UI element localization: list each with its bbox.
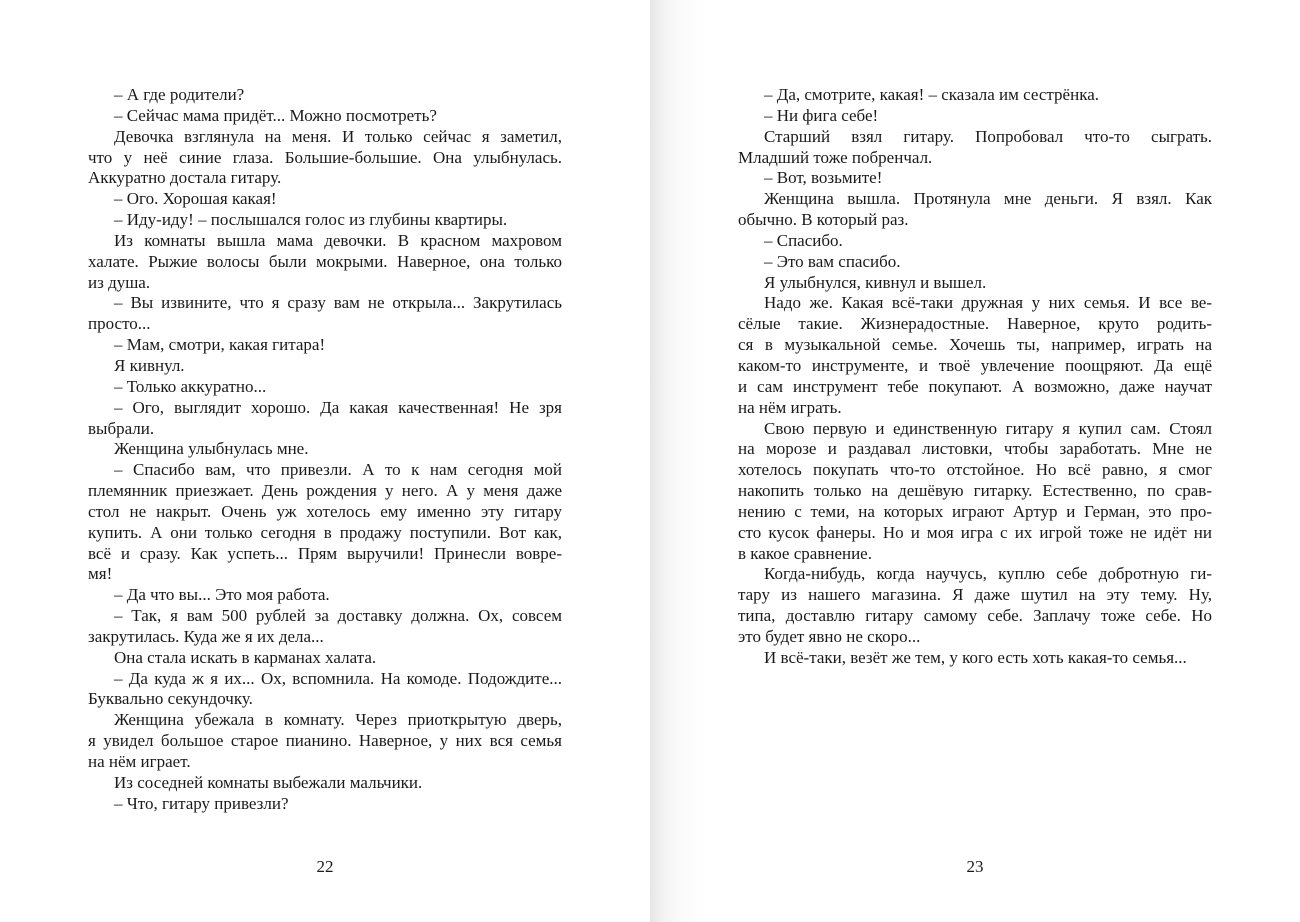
paragraph xyxy=(738,419,1212,565)
text-line: – Да куда ж я их... Ох, вспомнила. На комоде. Подождите... xyxy=(114,668,562,688)
text-line: на нём играть. xyxy=(738,397,842,417)
text-line: Девочка взглянула на меня. И только сейчас я заметил, xyxy=(114,126,562,146)
paragraph xyxy=(738,648,1212,669)
paragraph xyxy=(88,356,562,377)
paragraph xyxy=(88,189,562,210)
paragraph xyxy=(88,794,562,815)
text-line: Женщина вышла. Протянула мне деньги. Я взял. Как xyxy=(764,189,1212,209)
text-line: Она стала искать в карманах халата. xyxy=(114,647,377,667)
paragraph xyxy=(88,648,562,669)
text-line: – Мам, смотри, какая гитара! xyxy=(114,335,326,355)
text-line: – Вот, возьмите! xyxy=(764,168,883,188)
text-line: Женщина убежала в комнату. Через приоткрытую дверь, xyxy=(114,710,562,730)
paragraph xyxy=(88,585,562,606)
text-line: выбрали. xyxy=(88,418,155,438)
text-line: обычно. В который раз. xyxy=(738,210,909,230)
text-line: – Иду-иду! – послышался голос из глубины квартиры. xyxy=(114,210,508,230)
paragraph xyxy=(738,168,1212,189)
text-line: – Так, я вам 500 рублей за доставку должна. Ох, совсем xyxy=(114,606,562,626)
text-line: ся в музыкальной семье. Хочешь ты, например, играть на xyxy=(738,335,1212,355)
text-line: – Ого, выглядит хорошо. Да какая качественная! Не зря xyxy=(114,397,562,417)
text-line: Аккуратно достала гитару. xyxy=(88,168,282,188)
text-line: Женщина улыбнулась мне. xyxy=(114,439,309,459)
text-line: на морозе и раздавал листовки, чтобы заработать. Мне не xyxy=(738,439,1212,459)
paragraph xyxy=(738,231,1212,252)
text-line: мя! xyxy=(88,564,113,584)
text-line: – Это вам спасибо. xyxy=(764,251,901,271)
text-line: каком-то инструменте, и твоё увлечение поощряют. Да ещё xyxy=(738,355,1212,375)
text-line: – Спасибо. xyxy=(764,230,843,250)
text-line: халате. Рыжие волосы были мокрыми. Наверное, она только xyxy=(88,251,562,271)
paragraph xyxy=(88,293,562,335)
text-line: тару из нашего магазина. Я даже шутил на эту тему. Ну, xyxy=(738,585,1212,605)
left-page-number: 22 xyxy=(316,857,334,876)
text-line: в какое сравнение. xyxy=(738,543,872,563)
text-line: закрутилась. Куда же я их дела... xyxy=(88,626,324,646)
paragraph xyxy=(738,293,1212,418)
paragraph xyxy=(738,127,1212,169)
paragraph xyxy=(738,273,1212,294)
text-line: Старший взял гитару. Попробовал что-то сыграть. xyxy=(764,126,1212,146)
text-line: Из соседней комнаты выбежали мальчики. xyxy=(114,772,423,792)
text-line: я увидел большое старое пианино. Наверное, у них вся семья xyxy=(88,731,562,751)
text-line: нению с теми, на которых играют Артур и Герман, это про- xyxy=(738,501,1212,521)
paragraph xyxy=(88,127,562,190)
paragraph xyxy=(88,460,562,585)
text-line: сто кусок фанеры. Но и моя игра с их игрой тоже не идёт ни xyxy=(738,522,1212,542)
text-line: всё и сразу. Как успеть... Прям выручили! Принесли вовре- xyxy=(88,543,562,563)
text-line: на нём играет. xyxy=(88,752,191,771)
text-line: что у неё синие глаза. Большие-большие. Она улыбнулась. xyxy=(88,147,562,167)
text-line: И всё-таки, везёт же тем, у кого есть хоть какая-то семья... xyxy=(764,647,1187,667)
text-line: сёлые такие. Жизнерадостные. Наверное, круто родить- xyxy=(738,314,1212,334)
left-page-text xyxy=(88,85,562,815)
text-line: – Что, гитару привезли? xyxy=(114,793,289,813)
paragraph xyxy=(88,606,562,648)
paragraph xyxy=(738,85,1212,106)
text-line: типа, доставлю гитару самому себе. Заплачу тоже себе. Но xyxy=(738,606,1212,626)
paragraph xyxy=(88,85,562,106)
paragraph xyxy=(88,439,562,460)
paragraph xyxy=(88,377,562,398)
text-line: – Сейчас мама придёт... Можно посмотреть? xyxy=(114,105,437,125)
text-line: – Ого. Хорошая какая! xyxy=(114,189,277,209)
paragraph xyxy=(738,564,1212,647)
text-line: из душа. xyxy=(88,272,151,292)
right-page-text xyxy=(738,85,1212,669)
text-line: Буквально секундочку. xyxy=(88,689,253,709)
text-line: – Вы извините, что я сразу вам не открыла... Закрутилась xyxy=(114,293,562,313)
paragraph xyxy=(88,335,562,356)
text-line: просто... xyxy=(88,314,151,334)
right-page xyxy=(650,0,1300,922)
paragraph xyxy=(738,106,1212,127)
text-line: Когда-нибудь, когда научусь, куплю себе добротную ги- xyxy=(764,564,1212,584)
text-line: – А где родители? xyxy=(114,85,245,104)
paragraph xyxy=(738,189,1212,231)
paragraph xyxy=(88,210,562,231)
right-page-number: 23 xyxy=(966,857,984,876)
text-line: это будет явно не скоро... xyxy=(738,626,921,646)
text-line: Я улыбнулся, кивнул и вышел. xyxy=(764,272,987,292)
paragraph xyxy=(88,710,562,773)
text-line: Надо же. Какая всё-таки дружная у них семья. И все ве- xyxy=(764,293,1212,313)
text-line: Свою первую и единственную гитару я купил сам. Стоял xyxy=(764,418,1212,438)
text-line: – Ни фига себе! xyxy=(764,105,879,125)
text-line: – Да что вы... Это моя работа. xyxy=(114,585,330,605)
text-line: накопить только на дешёвую гитарку. Естественно, по срав- xyxy=(738,481,1212,501)
text-line: – Только аккуратно... xyxy=(114,376,267,396)
paragraph xyxy=(738,252,1212,273)
text-line: племянник приезжает. День рождения у него. А у меня даже xyxy=(88,481,562,501)
paragraph xyxy=(88,669,562,711)
text-line: Из комнаты вышла мама девочки. В красном махровом xyxy=(114,230,562,250)
text-line: и сам инструмент тебе покупают. А возможно, даже научат xyxy=(738,376,1212,396)
text-line: – Да, смотрите, какая! – сказала им сестрёнка. xyxy=(764,85,1099,104)
text-line: хотелось покупать что-то отстойное. Но всё равно, я смог xyxy=(738,460,1212,480)
text-line: стол не накрыт. Очень уж хотелось ему именно эту гитару xyxy=(88,501,562,521)
text-line: – Спасибо вам, что привезли. А то к нам сегодня мой xyxy=(114,460,562,480)
text-line: Младший тоже побренчал. xyxy=(738,147,933,167)
paragraph xyxy=(88,106,562,127)
text-line: купить. А они только сегодня в продажу поступили. Вот как, xyxy=(88,522,562,542)
paragraph xyxy=(88,398,562,440)
paragraph xyxy=(88,773,562,794)
paragraph xyxy=(88,231,562,294)
text-line: Я кивнул. xyxy=(114,355,185,375)
